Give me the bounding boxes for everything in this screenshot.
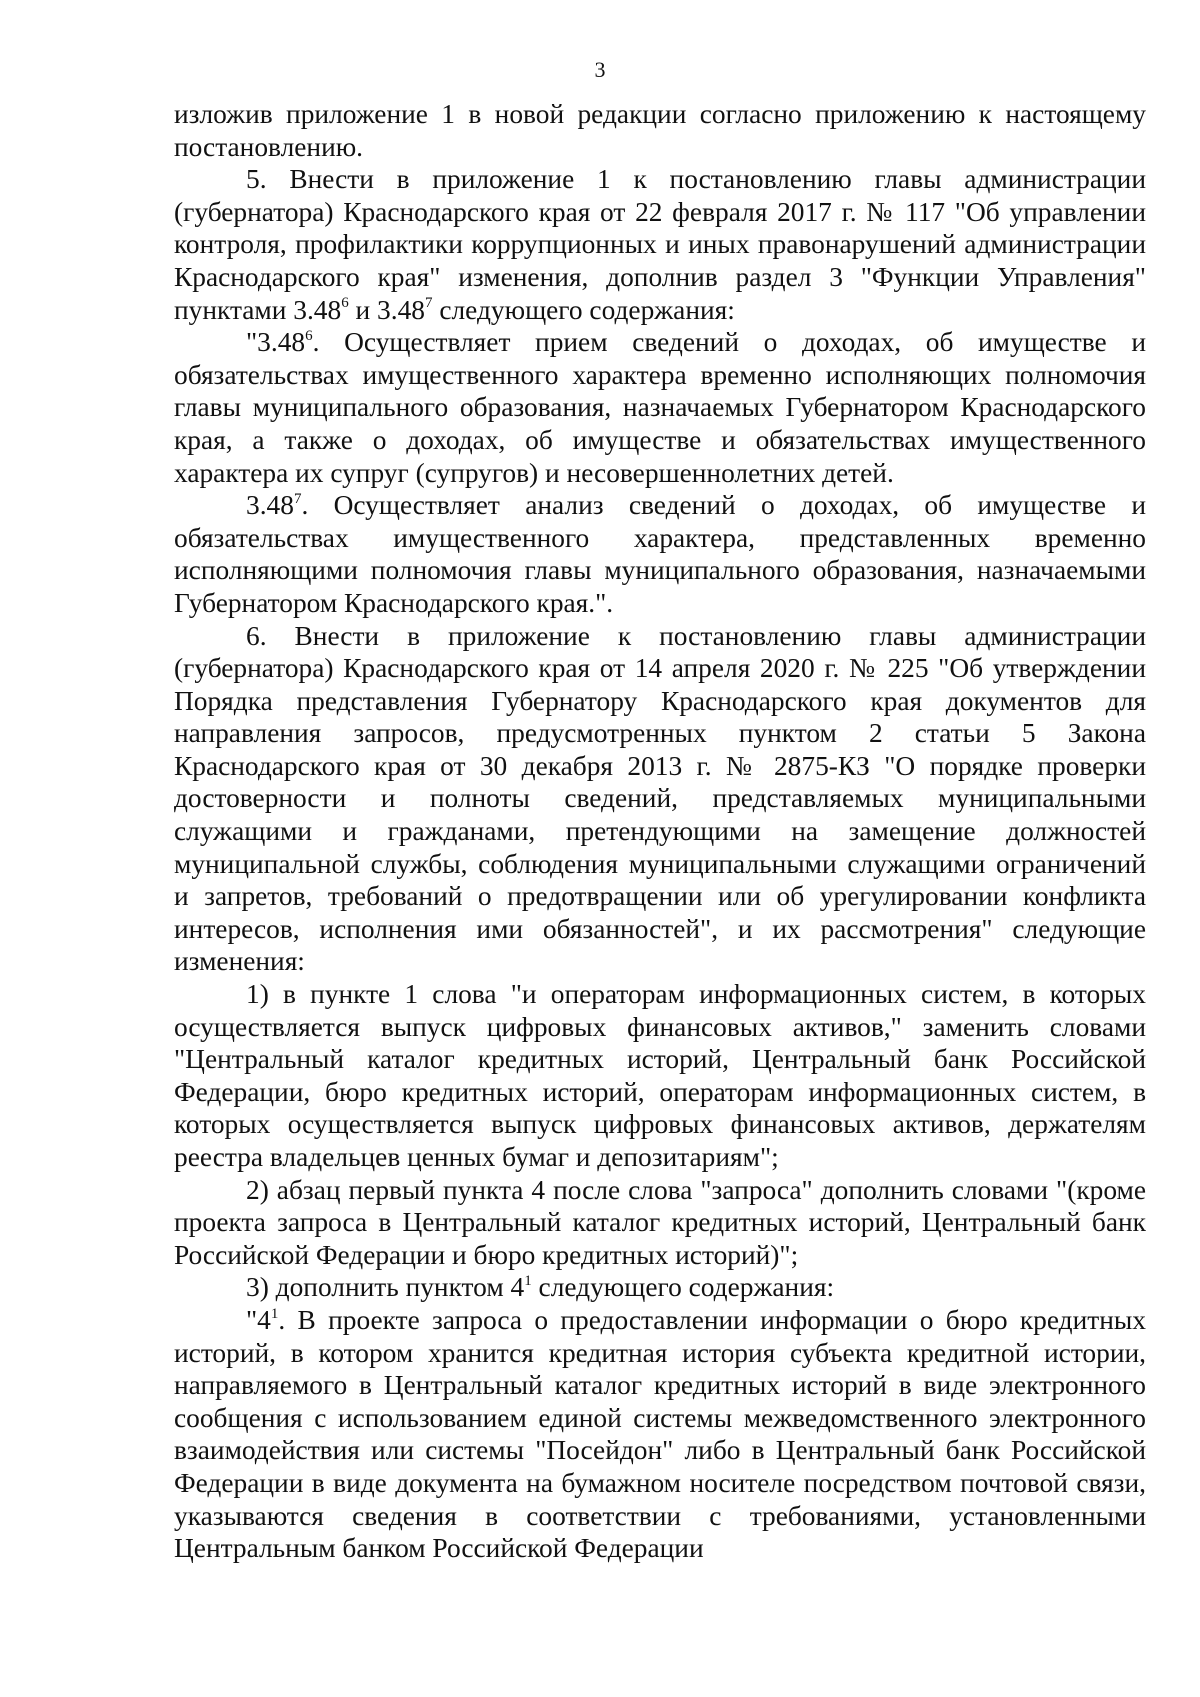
paragraph-p5: [174, 978, 1146, 1174]
paragraph-p8: [174, 1304, 1146, 1565]
text-segment: "3.48: [246, 327, 306, 358]
paragraph-p6: [174, 1174, 1146, 1272]
paragraph-p0: [174, 98, 1146, 163]
text-segment: 3.48: [246, 490, 294, 521]
text-segment: следующего содержания:: [531, 1272, 835, 1303]
paragraph-p3: [174, 489, 1146, 619]
text-segment: изложив приложение 1 в новой редакции согласно приложению к настоящему постановлению.: [174, 99, 1146, 162]
paragraph-p1: [174, 163, 1146, 326]
paragraph-p7: [174, 1271, 1146, 1304]
superscript: 1: [524, 1273, 532, 1290]
text-segment: следующего содержания:: [432, 294, 735, 325]
text-segment: . Осуществляет анализ сведений о доходах, об имуществе и обязательствах имущественного характера, представленных временно исполняющими полномочия главы муниципального образования, назначаемыми Губернатором Краснодарского края.".: [174, 490, 1146, 618]
text-segment: . Осуществляет прием сведений о доходах, об имуществе и обязательствах имущественного характера временно исполняющих полномочия главы муниципального образования, назначаемых Губернатором Краснодарского края, а также о доходах, об имуществе и обязательствах имущественного характера их супруг (супругов) и несовершеннолетних детей.: [174, 327, 1146, 488]
paragraph-p2: [174, 326, 1146, 489]
text-segment: . В проекте запроса о предоставлении информации о бюро кредитных историй, в котором хранится кредитная история субъекта кредитной истории, направляемого в Центральный каталог кредитных историй в виде электронного сообщения с использованием единой системы межведомственного электронного взаимодействия или системы "Посейдон" либо в Центральный банк Российской Федерации в виде документа на бумажном носителе посредством почтовой связи, указываются сведения в соответствии с требованиями, установленными Центральным банком Российской Федерации: [174, 1304, 1146, 1564]
superscript: 7: [293, 491, 302, 507]
superscript: 6: [341, 295, 349, 312]
text-segment: "4: [246, 1304, 271, 1335]
superscript: 6: [305, 328, 313, 345]
text-segment: 2) абзац первый пункта 4 после слова "запроса" дополнить словами "(кроме проекта запроса в Центральный каталог кредитных историй, Центральный банк Российской Федерации и бюро кредитных историй)";: [174, 1174, 1146, 1270]
superscript: 7: [425, 295, 433, 312]
page-number: 3: [594, 57, 606, 82]
paragraph-p4: [174, 620, 1146, 979]
text-segment: 3) дополнить пунктом 4: [246, 1272, 525, 1303]
superscript: 1: [270, 1305, 279, 1322]
document-body: [174, 98, 1146, 1565]
text-segment: 1) в пункте 1 слова "и операторам информационных систем, в которых осуществляется выпуск цифровых финансовых активов," заменить словами "Центральный каталог кредитных историй, Центральный банк Российской Федерации, бюро кредитных историй, операторам информационных систем, в которых осуществляется выпуск цифровых финансовых активов, держателям реестра владельцев ценных бумаг и депозитариям";: [174, 979, 1146, 1172]
text-segment: 6. Внести в приложение к постановлению главы администрации (губернатора) Краснодарского края от 14 апреля 2020 г. № 225 "Об утверждении Порядка представления Губернатору Краснодарского края документов для направления запросов, предусмотренных пунктом 2 статьи 5 Закона Краснодарского края от 30 декабря 2013 г. № 2875-КЗ "О порядке проверки достоверности и полноты сведений, представляемых муниципальными служащими и гражданами, претендующими на замещение должностей муниципальной службы, соблюдения муниципальными служащими ограничений и запретов, требований о предотвращении или об урегулировании конфликта интересов, исполнения ими обязанностей", и их рассмотрения" следующие изменения:: [174, 620, 1146, 977]
text-segment: 5. Внести в приложение 1 к постановлению главы администрации (губернатора) Краснодарского края от 22 февраля 2017 г. № 117 "Об управлении контроля, профилактики коррупционных и иных правонарушений администрации Краснодарского края" изменения, дополнив раздел 3 "Функции Управления" пунктами 3.48: [174, 164, 1146, 325]
text-segment: и 3.48: [348, 294, 425, 325]
